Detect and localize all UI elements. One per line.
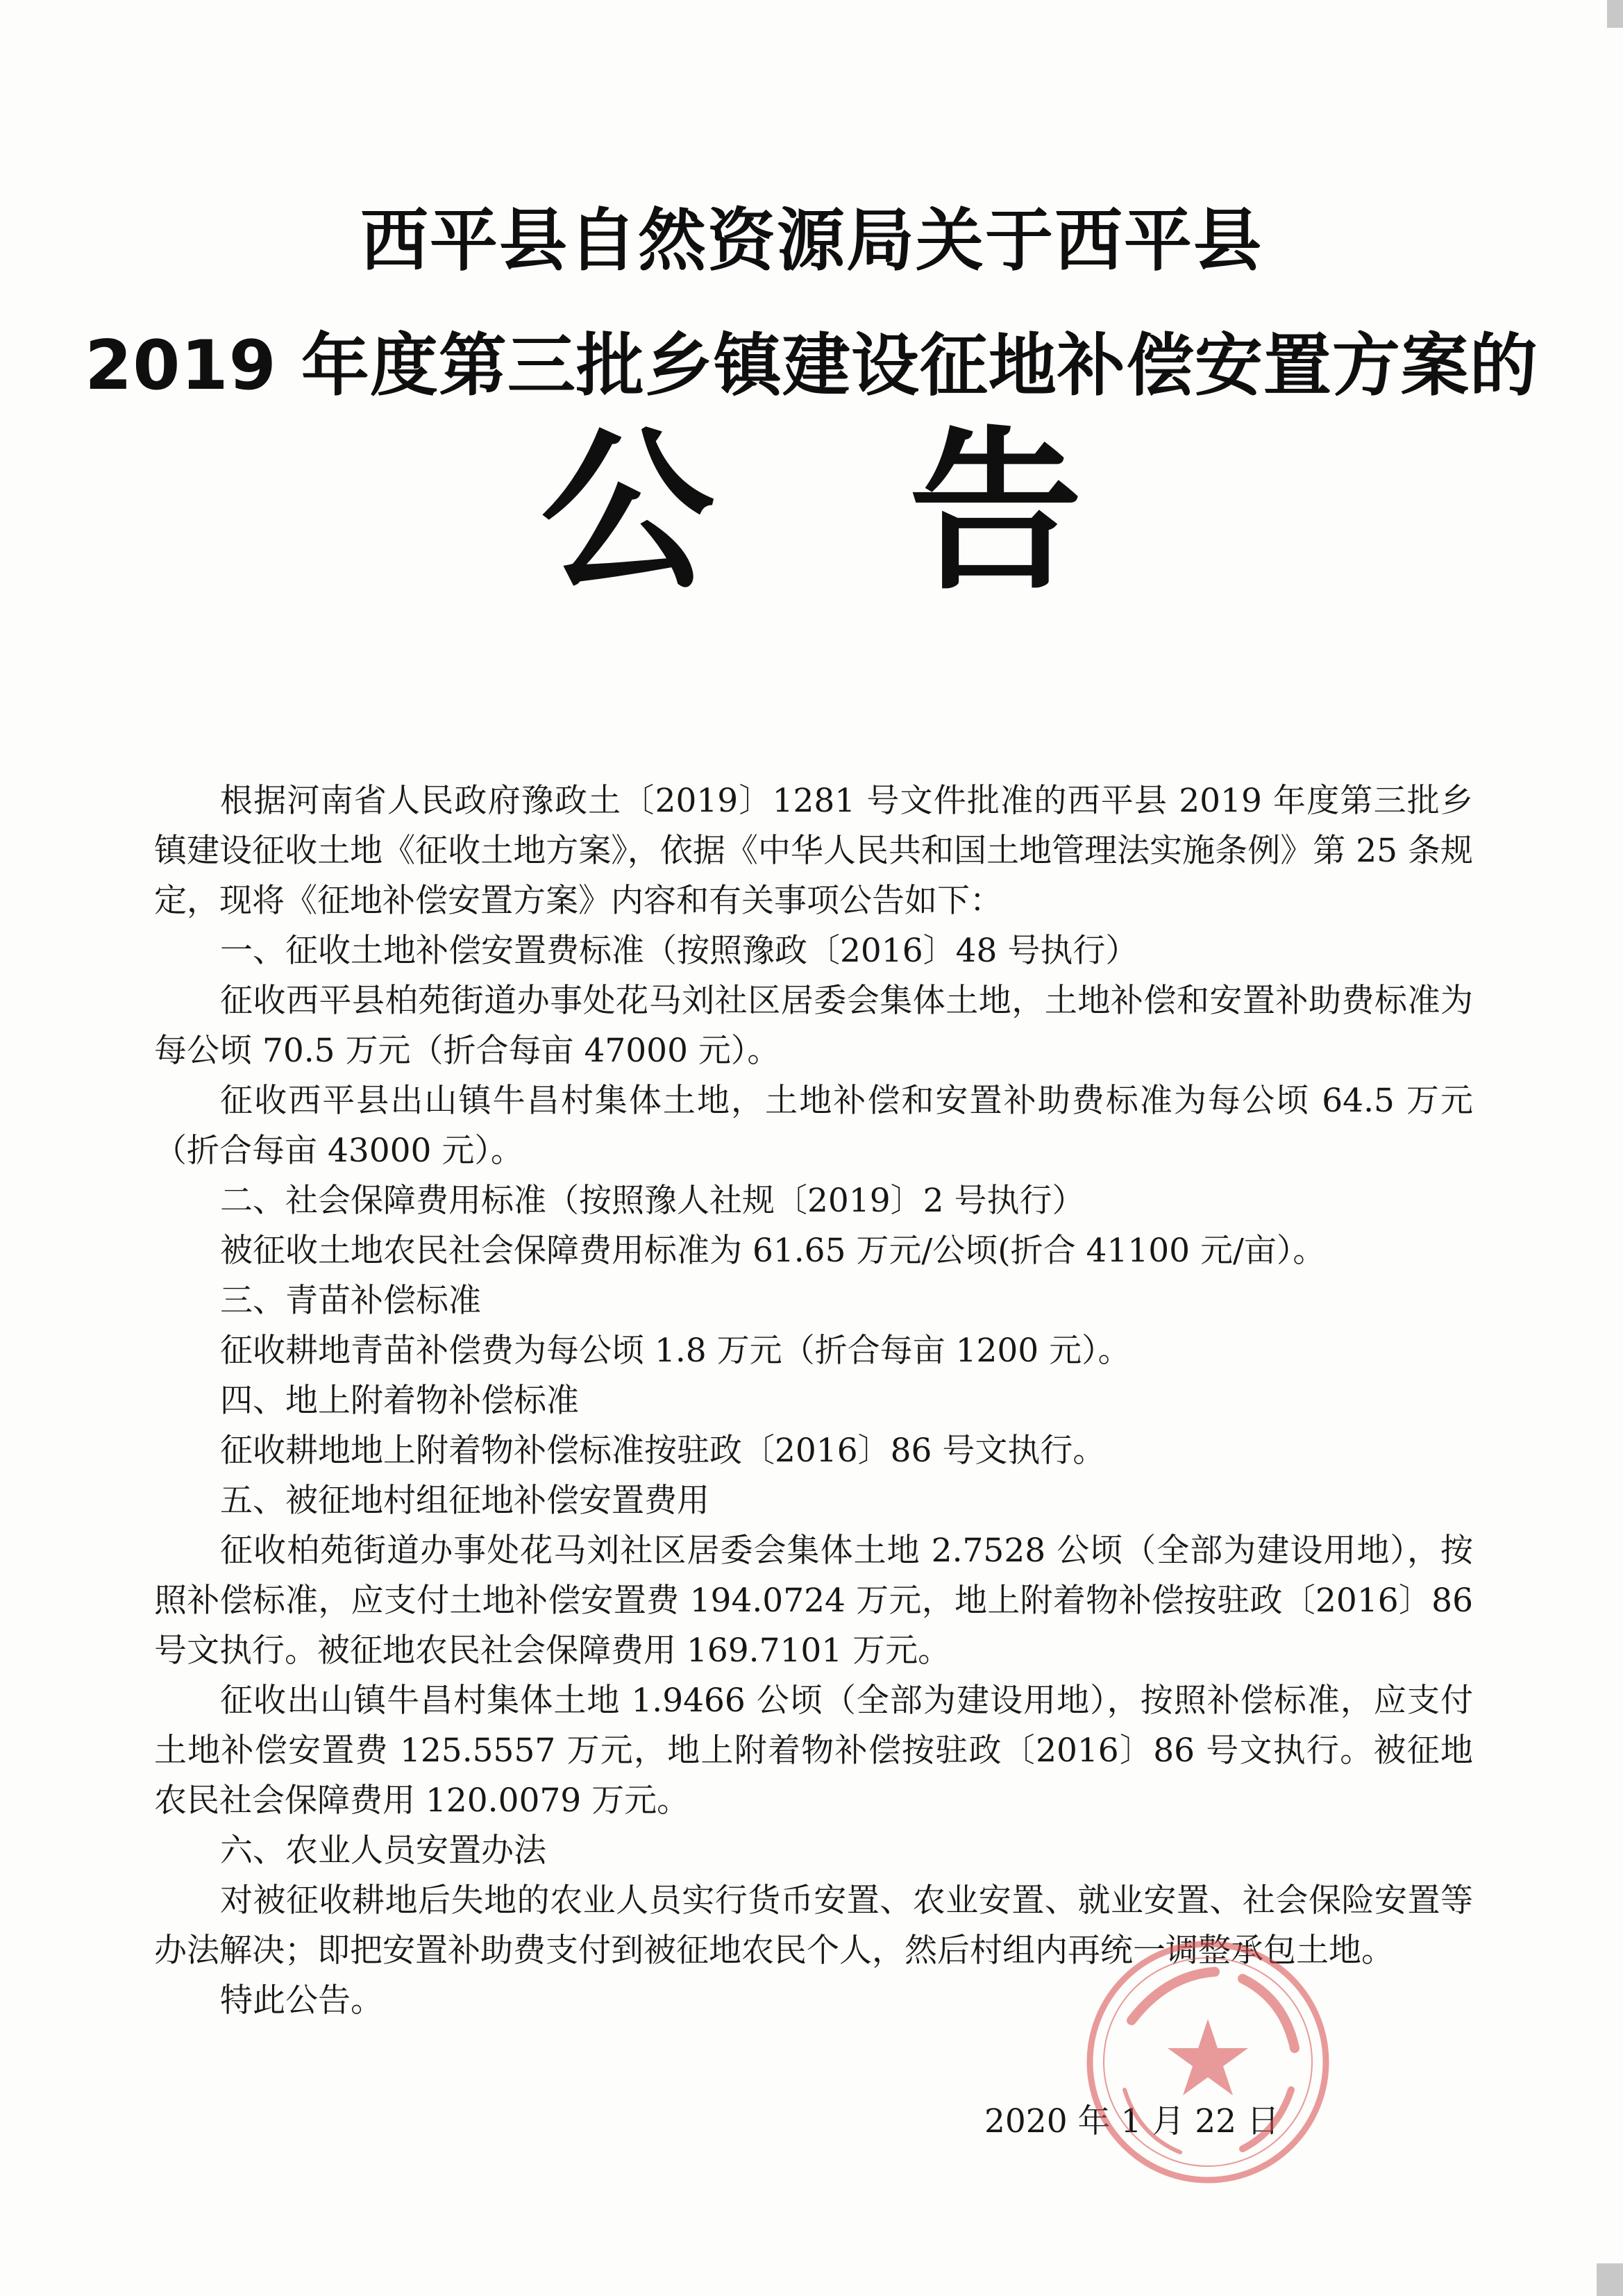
section-6-paragraph: 对被征收耕地后失地的农业人员实行货币安置、农业安置、就业安置、社会保险安置等办法解决；即把安置补助费支付到被征地农民个人，然后村组内再统一调整承包土地。	[154, 1882, 1473, 1970]
issue-date: 2020 年 1 月 22 日	[984, 2102, 1280, 2140]
section-5-paragraph-2: 征收出山镇牛昌村集体土地 1.9466 公顷（全部为建设用地），按照补偿标准，应支付土地补偿安置费 125.5557 万元，地上附着物补偿按驻政〔2016〕86 号文执行。被征地农民社会保障费用 120.0079 万元。	[154, 1682, 1473, 1820]
intro-paragraph: 根据河南省人民政府豫政土〔2019〕1281 号文件批准的西平县 2019 年度第三批乡镇建设征收土地《征收土地方案》，依据《中华人民共和国土地管理法实施条例》第 25 条规定，现将《征地补偿安置方案》内容和有关事项公告如下：	[154, 782, 1473, 920]
section-heading-5: 五、被征地村组征地补偿安置费用	[220, 1482, 709, 1520]
section-heading-2: 二、社会保障费用标准（按照豫人社规〔2019〕2 号执行）	[220, 1182, 1085, 1220]
section-3-paragraph: 征收耕地青苗补偿费为每公顷 1.8 万元（折合每亩 1200 元）。	[220, 1332, 1131, 1370]
scan-corner-mark	[1607, 0, 1623, 28]
section-2-paragraph: 被征收土地农民社会保障费用标准为 61.65 万元/公顷(折合 41100 元/亩）。	[220, 1232, 1326, 1270]
document-body	[154, 776, 1473, 2026]
section-5-paragraph-1: 征收柏苑街道办事处花马刘社区居委会集体土地 2.7528 公顷（全部为建设用地），按照补偿标准，应支付土地补偿安置费 194.0724 万元，地上附着物补偿按驻政〔2016〕86 号文执行。被征地农民社会保障费用 169.7101 万元。	[154, 1532, 1473, 1670]
scan-corner-mark	[1597, 2263, 1623, 2296]
official-seal-icon	[1083, 1937, 1333, 2187]
section-1-paragraph-1: 征收西平县柏苑街道办事处花马刘社区居委会集体土地，土地补偿和安置补助费标准为每公顷 70.5 万元（折合每亩 47000 元）。	[154, 982, 1473, 1070]
section-heading-6: 六、农业人员安置办法	[220, 1832, 546, 1870]
closing-line: 特此公告。	[220, 1981, 383, 2020]
title-notice: 公告	[541, 411, 1277, 613]
section-heading-1: 一、征收土地补偿安置费标准（按照豫政〔2016〕48 号执行）	[220, 932, 1138, 970]
section-heading-3: 三、青苗补偿标准	[220, 1282, 481, 1320]
section-heading-4: 四、地上附着物补偿标准	[220, 1382, 579, 1420]
title-line-1: 西平县自然资源局关于西平县	[360, 201, 1263, 280]
title-line-2: 2019 年度第三批乡镇建设征地补偿安置方案的	[85, 326, 1538, 405]
section-1-paragraph-2: 征收西平县出山镇牛昌村集体土地，土地补偿和安置补助费标准为每公顷 64.5 万元（折合每亩 43000 元）。	[154, 1082, 1473, 1170]
section-4-paragraph: 征收耕地地上附着物补偿标准按驻政〔2016〕86 号文执行。	[220, 1432, 1106, 1470]
